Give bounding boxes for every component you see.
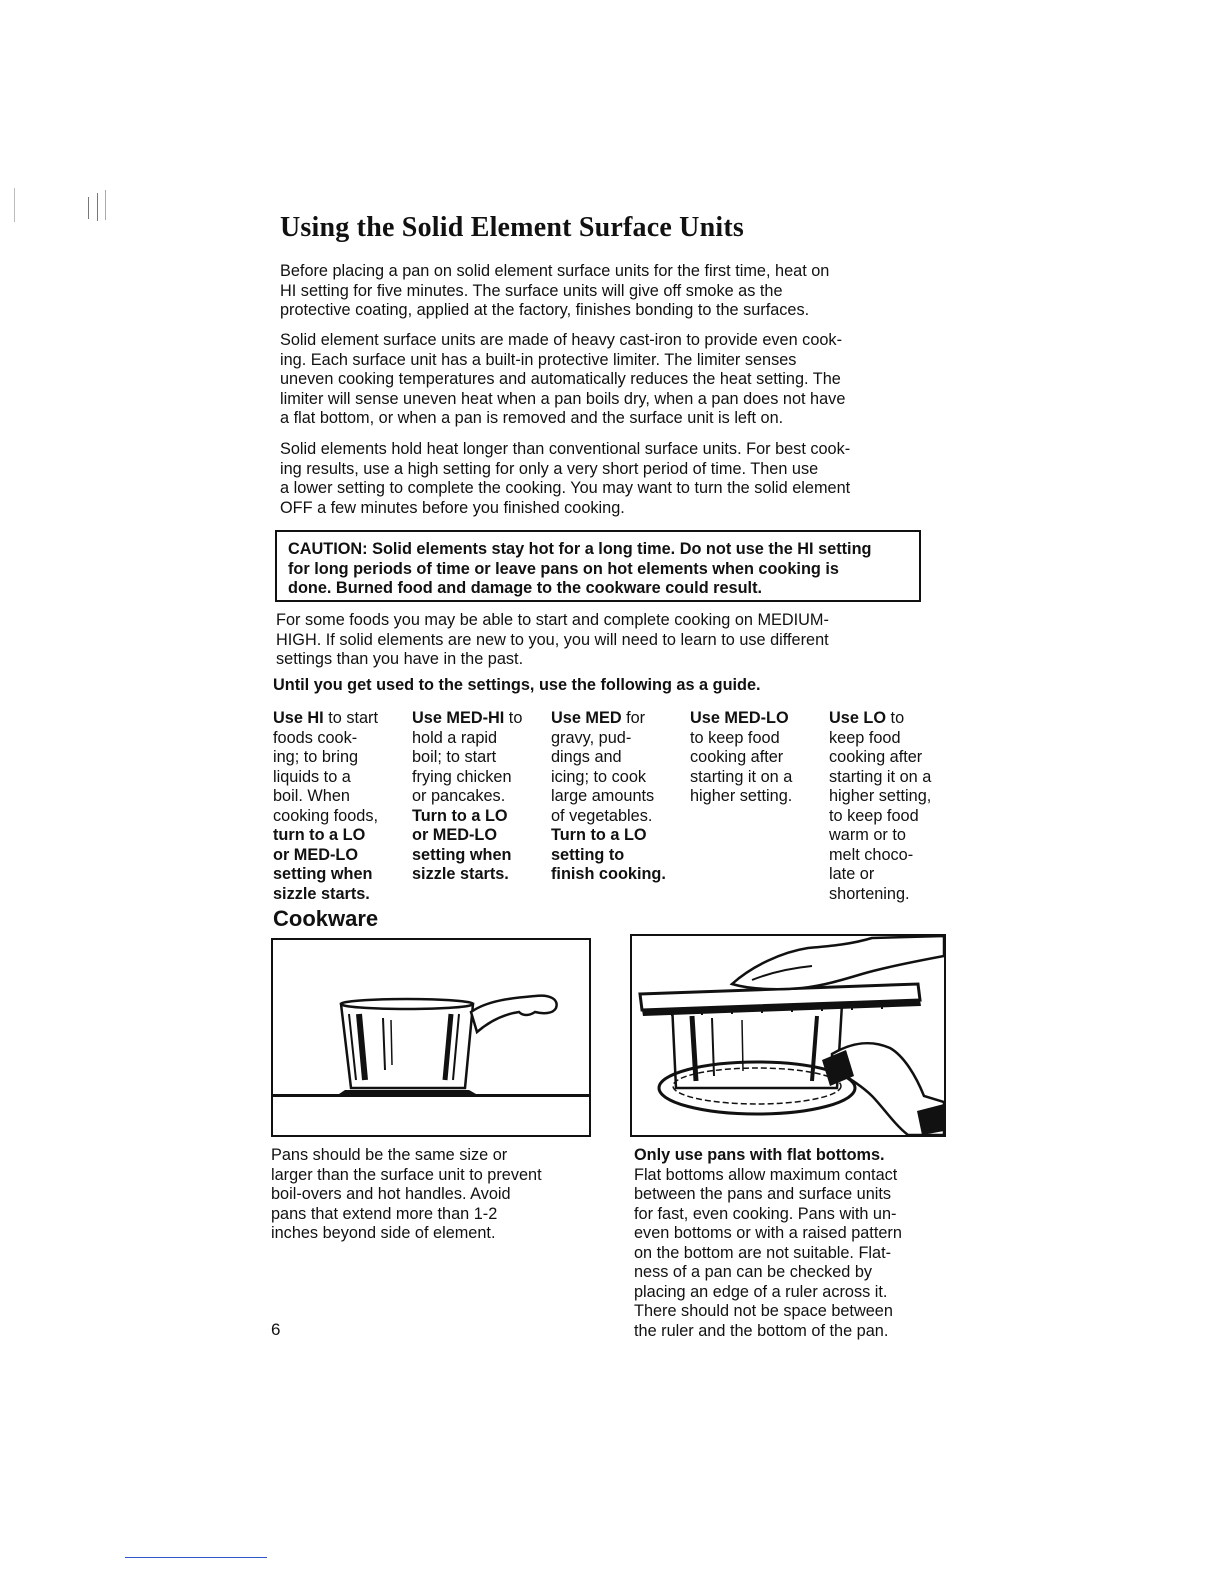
text-line: ness of a pan can be checked by [634, 1263, 873, 1281]
setting-label: Use LO [829, 709, 887, 727]
text-line: icing; to cook [551, 767, 647, 786]
text-line: warm or to [829, 826, 906, 844]
text-line: large amounts [551, 787, 655, 805]
caution-line: done. Burned food and damage to the cookware could result. [288, 579, 763, 598]
page-number: 6 [271, 1320, 281, 1339]
text-line: ing results, use a high setting for only a very short period of time. Then use [280, 459, 819, 478]
bold-line: Turn to a LO [551, 826, 647, 844]
caution-line: for long periods of time or leave pans on hot elements when cooking is [288, 559, 839, 578]
text-line: higher setting, [829, 787, 932, 805]
intro-paragraph-3 [280, 440, 960, 518]
text-line: inches beyond side of element. [271, 1224, 496, 1242]
bold-line: setting when [273, 865, 373, 883]
text-line: the ruler and the bottom of the pan. [634, 1321, 889, 1340]
text-line: pans that extend more than 1-2 [271, 1204, 498, 1223]
text-line: larger than the surface unit to prevent [271, 1165, 542, 1184]
text-line: for fast, even cooking. Pans with un- [634, 1204, 897, 1223]
text-line: HIGH. If solid elements are new to you, you will need to learn to use different [276, 630, 829, 649]
text-line: boil-overs and hot handles. Avoid [271, 1185, 511, 1203]
text-line: even bottoms or with a raised pattern [634, 1224, 902, 1242]
binding-mark [105, 190, 106, 220]
bold-line: setting when [412, 845, 512, 864]
text-line: to keep food [690, 728, 780, 747]
text-line: to [886, 709, 905, 727]
text-line: Flat bottoms allow maximum contact [634, 1165, 898, 1184]
text-line: There should not be space between [634, 1302, 893, 1320]
pan-illustration [271, 938, 591, 1137]
text-line: between the pans and surface units [634, 1185, 892, 1203]
text-line: Solid element surface units are made of heavy cast-iron to provide even cook- [280, 331, 842, 349]
text-line: higher setting. [690, 787, 793, 805]
bold-line: or MED-LO [412, 826, 498, 844]
text-line: Before placing a pan on solid element surface units for the first time, heat on [280, 262, 830, 280]
bottom-rule [125, 1557, 267, 1558]
caution-box [275, 530, 921, 602]
text-line: gravy, pud- [551, 728, 632, 747]
text-line: ing; to bring [273, 748, 359, 766]
setting-column-hi [273, 709, 378, 904]
text-line: cooking foods, [273, 806, 378, 825]
text-line: cooking after [829, 748, 923, 766]
text-line: of vegetables. [551, 806, 653, 825]
text-line: ing. Each surface unit has a built-in protective limiter. The limiter senses [280, 350, 797, 369]
text-line: starting it on a [690, 767, 793, 786]
text-line: For some foods you may be able to start and complete cooking on MEDIUM- [276, 611, 829, 629]
setting-column-med-hi [412, 709, 522, 885]
binding-mark [97, 193, 98, 221]
caution-line: CAUTION: Solid elements stay hot for a long time. Do not use the HI setting [288, 540, 872, 558]
setting-column-med-lo [690, 709, 792, 807]
setting-label: Use MED [551, 709, 622, 727]
binding-mark [88, 197, 89, 219]
bold-line: setting to [551, 845, 625, 864]
setting-column-lo [829, 709, 931, 904]
bold-line: sizzle starts. [412, 865, 509, 883]
ruler-flatness-icon [632, 936, 944, 1135]
setting-label: Use HI [273, 709, 324, 727]
medium-high-paragraph [276, 611, 956, 670]
text-line: frying chicken [412, 767, 512, 786]
text-line: boil; to start [412, 748, 497, 766]
intro-paragraph-1 [280, 262, 960, 321]
setting-label: Use MED-HI [412, 709, 505, 727]
text-line: shortening. [829, 884, 910, 903]
text-line: liquids to a [273, 767, 351, 786]
text-line: on the bottom are not suitable. Flat- [634, 1243, 892, 1262]
text-line: dings and [551, 748, 622, 766]
flat-bottom-caption [634, 1146, 902, 1341]
text-line: late or [829, 865, 875, 883]
binding-mark [14, 188, 15, 222]
bold-line: turn to a LO [273, 826, 366, 844]
bold-line: sizzle starts. [273, 884, 370, 903]
text-line: or pancakes. [412, 787, 506, 805]
text-line: hold a rapid [412, 728, 498, 747]
text-line: for [621, 709, 646, 727]
text-line: uneven cooking temperatures and automatically reduces the heat setting. The [280, 370, 841, 389]
guide-heading: Until you get used to the settings, use the following as a guide. [273, 676, 761, 694]
caption-heading: Only use pans with flat bottoms. [634, 1146, 885, 1164]
setting-column-med [551, 709, 666, 885]
cookware-size-caption [271, 1146, 542, 1244]
text-line: keep food [829, 728, 901, 747]
page-title: Using the Solid Element Surface Units [280, 212, 744, 243]
text-line: boil. When [273, 787, 350, 805]
text-line: settings than you have in the past. [276, 650, 524, 669]
text-line: a flat bottom, or when a pan is removed and the surface unit is left on. [280, 409, 784, 428]
bold-line: or MED-LO [273, 845, 359, 864]
cookware-heading: Cookware [273, 906, 379, 931]
text-line: melt choco- [829, 845, 914, 864]
text-line: HI setting for five minutes. The surface units will give off smoke as the [280, 281, 783, 300]
text-line: foods cook- [273, 728, 358, 747]
text-line: Solid elements hold heat longer than conventional surface units. For best cook- [280, 440, 851, 458]
setting-label: Use MED-LO [690, 709, 789, 727]
text-line: placing an edge of a ruler across it. [634, 1282, 888, 1301]
text-line: to start [323, 709, 378, 727]
text-line: protective coating, applied at the factory, finishes bonding to the surfaces. [280, 301, 810, 320]
bold-line: finish cooking. [551, 865, 666, 883]
text-line: Pans should be the same size or [271, 1146, 508, 1164]
text-line: cooking after [690, 748, 784, 766]
text-line: limiter will sense uneven heat when a pan boils dry, when a pan does not have [280, 389, 846, 408]
text-line: to [504, 709, 523, 727]
ruler-check-illustration [630, 934, 946, 1137]
bold-line: Turn to a LO [412, 806, 508, 825]
text-line: a lower setting to complete the cooking. You may want to turn the solid element [280, 479, 851, 498]
text-line: to keep food [829, 806, 919, 825]
text-line: starting it on a [829, 767, 932, 786]
text-line: OFF a few minutes before you finished cooking. [280, 498, 625, 517]
saucepan-icon [273, 940, 589, 1135]
intro-paragraph-2 [280, 331, 960, 429]
